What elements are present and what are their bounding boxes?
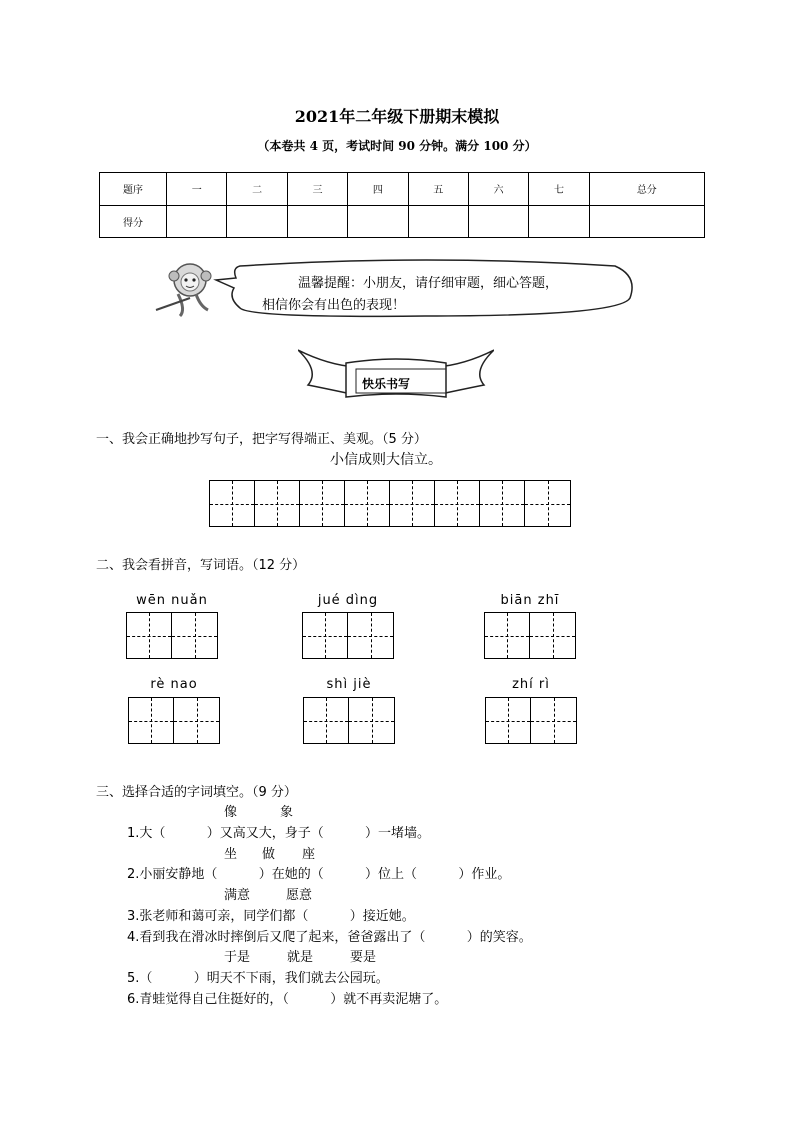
word-writing-grid[interactable] xyxy=(303,697,395,744)
option-word: 做 xyxy=(262,847,276,862)
score-input-cell[interactable] xyxy=(468,205,528,238)
option-word: 于是 xyxy=(224,950,251,965)
section3-title: 三、选择合适的字词填空。（9 分） xyxy=(96,785,297,800)
writing-box[interactable] xyxy=(345,481,390,526)
reminder-line-2: 相信你会有出色的表现！ xyxy=(262,298,406,313)
writing-box[interactable] xyxy=(531,698,576,743)
option-word: 满意 xyxy=(224,888,251,903)
writing-box[interactable] xyxy=(303,613,348,658)
score-input-cell[interactable] xyxy=(589,205,704,238)
score-table-cell: 五 xyxy=(408,173,468,206)
writing-box[interactable] xyxy=(348,613,393,658)
page-title: 2021年二年级下册期末模拟 xyxy=(294,107,500,126)
score-table-cell: 二 xyxy=(227,173,287,206)
reminder-line-1: 温馨提醒：小朋友，请仔细审题，细心答题， xyxy=(298,276,559,291)
writing-box[interactable] xyxy=(255,481,300,526)
score-input-cell[interactable] xyxy=(167,205,227,238)
writing-box[interactable] xyxy=(127,613,172,658)
page-subtitle: （本卷共 4 页，考试时间 90 分钟。满分 100 分） xyxy=(257,139,537,153)
word-writing-grid[interactable] xyxy=(485,697,577,744)
score-table-cell: 四 xyxy=(348,173,408,206)
writing-box[interactable] xyxy=(210,481,255,526)
score-table-cell: 三 xyxy=(287,173,347,206)
score-table-cell: 六 xyxy=(468,173,528,206)
option-word: 坐 xyxy=(224,847,238,862)
writing-box[interactable] xyxy=(525,481,570,526)
section1-title: 一、我会正确地抄写句子，把字写得端正、美观。（5 分） xyxy=(96,432,427,447)
score-input-cell[interactable] xyxy=(408,205,468,238)
score-table-cell: 题序 xyxy=(100,173,167,206)
writing-box[interactable] xyxy=(486,698,531,743)
question-4[interactable]: 4.看到我在滑冰时摔倒后又爬了起来，爸爸露出了（ ）的笑容。 xyxy=(127,930,532,945)
score-input-cell[interactable] xyxy=(227,205,287,238)
writing-box[interactable] xyxy=(129,698,174,743)
score-table-header-row xyxy=(100,173,705,206)
banner-label: 快乐书写 xyxy=(362,377,411,391)
score-input-cell[interactable] xyxy=(529,205,589,238)
question-3[interactable]: 3.张老师和蔼可亲，同学们都（ ）接近她。 xyxy=(127,909,415,924)
option-word: 愿意 xyxy=(286,888,313,903)
question-6[interactable]: 6.青蛙觉得自己住挺好的，（ ）就不再卖泥塘了。 xyxy=(127,992,448,1007)
option-word: 座 xyxy=(302,847,316,862)
score-table-score-row xyxy=(100,205,705,238)
writing-box[interactable] xyxy=(172,613,217,658)
writing-box[interactable] xyxy=(485,613,530,658)
section1-writing-grid[interactable] xyxy=(209,480,571,527)
pinyin-label: rè nao xyxy=(150,677,198,692)
word-writing-grid[interactable] xyxy=(126,612,218,659)
option-word: 要是 xyxy=(350,950,377,965)
writing-box[interactable] xyxy=(304,698,349,743)
writing-box[interactable] xyxy=(300,481,345,526)
writing-box[interactable] xyxy=(435,481,480,526)
section2-title: 二、我会看拼音，写词语。（12 分） xyxy=(96,558,306,573)
word-writing-grid[interactable] xyxy=(128,697,220,744)
writing-box[interactable] xyxy=(174,698,219,743)
score-input-cell[interactable] xyxy=(348,205,408,238)
question-2[interactable]: 2.小丽安静地（ ）在她的（ ）位上（ ）作业。 xyxy=(127,867,511,882)
pinyin-label: wēn nuǎn xyxy=(136,593,208,608)
word-writing-grid[interactable] xyxy=(484,612,576,659)
writing-box[interactable] xyxy=(349,698,394,743)
writing-box[interactable] xyxy=(480,481,525,526)
pinyin-label: zhí rì xyxy=(512,677,550,692)
word-writing-grid[interactable] xyxy=(302,612,394,659)
section1-sentence: 小信成则大信立。 xyxy=(330,452,442,468)
writing-box[interactable] xyxy=(530,613,575,658)
score-input-cell[interactable] xyxy=(287,205,347,238)
pinyin-label: shì jiè xyxy=(326,677,372,692)
score-table xyxy=(99,172,705,238)
score-table-cell: 一 xyxy=(167,173,227,206)
option-word: 就是 xyxy=(287,950,314,965)
writing-box[interactable] xyxy=(390,481,435,526)
question-1[interactable]: 1.大（ ）又高又大，身子（ ）一堵墙。 xyxy=(127,826,431,841)
score-table-cell: 七 xyxy=(529,173,589,206)
pinyin-label: jué dìng xyxy=(317,593,379,608)
question-5[interactable]: 5.（ ）明天不下雨，我们就去公园玩。 xyxy=(127,971,389,986)
option-word: 像 xyxy=(224,805,238,820)
score-table-cell: 总分 xyxy=(589,173,704,206)
pinyin-label: biān zhī xyxy=(500,593,560,608)
score-table-cell: 得分 xyxy=(100,205,167,238)
option-word: 象 xyxy=(280,805,294,820)
